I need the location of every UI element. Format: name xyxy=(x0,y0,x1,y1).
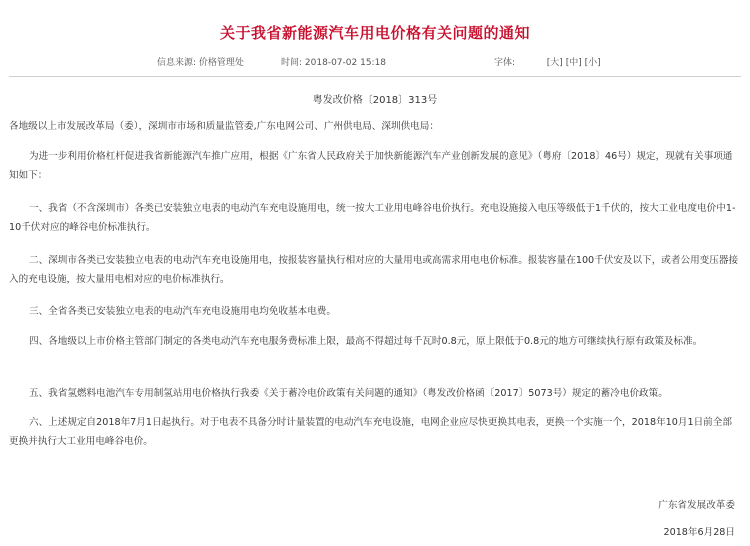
font-size-label: 字体: xyxy=(494,58,516,68)
paragraph-5: 五、我省氢燃料电池汽车专用制氢站用电价格执行我委《关于蓄冷电价政策有关问题的通知》（粤发改价格函〔2017〕5073号）规定的蓄冷电价政策。 xyxy=(29,388,668,399)
page-title: 关于我省新能源汽车用电价格有关问题的通知 xyxy=(219,24,530,42)
time-label: 时间: xyxy=(281,58,303,68)
font-medium-button[interactable]: [中] xyxy=(565,58,582,68)
divider xyxy=(9,76,741,77)
paragraph-6: 六、上述规定自2018年7月1日起执行。对于电表不具备分时计量装置的电动汽车充电设施，电网企业应尽快更换其电表，更换一个实施一个，2018年10月1日前全部更换并执行大工业用电峰谷电价。 xyxy=(9,417,732,447)
document-number: 粤发改价格〔2018〕313号 xyxy=(312,95,438,106)
font-large-button[interactable]: [大] xyxy=(546,58,563,68)
font-size-controls xyxy=(494,55,601,68)
salutation: 各地级以上市发展改革局（委），深圳市市场和质量监管委,广东电网公司、广州供电局、深圳供电局： xyxy=(9,121,439,132)
source-value: 价格管理处 xyxy=(198,58,244,68)
paragraph-3: 三、全省各类已安装独立电表的电动汽车充电设施用电均免收基本电费。 xyxy=(29,306,336,317)
article-meta xyxy=(0,55,750,69)
time-value: 2018-07-02 15:18 xyxy=(304,58,387,68)
signature: 广东省发展改革委 xyxy=(658,500,735,511)
paragraph-intro: 为进一步利用价格杠杆促进我省新能源汽车推广应用，根据《广东省人民政府关于加快新能源汽车产业创新发展的意见》（粤府〔2018〕46号）规定，现就有关事项通知如下： xyxy=(9,151,733,181)
paragraph-2: 二、深圳市各类已安装独立电表的电动汽车充电设施用电，按报装容量执行相对应的大量用电或高需求用电电价标准。报装容量在100千伏安及以下，或者公用变压器接入的充电设施，按大量用电相对应的电价标准执行。 xyxy=(9,255,739,285)
signature-date: 2018年6月28日 xyxy=(663,527,735,538)
source-label: 信息来源: xyxy=(157,58,197,68)
font-small-button[interactable]: [小] xyxy=(584,58,601,68)
source-info xyxy=(157,55,244,68)
paragraph-4: 四、各地级以上市价格主管部门制定的各类电动汽车充电服务费标准上限，最高不得超过每千瓦时0.8元，原上限低于0.8元的地方可继续执行原有政策及标准。 xyxy=(29,336,703,347)
publish-time xyxy=(281,55,386,68)
paragraph-1: 一、我省（不含深圳市）各类已安装独立电表的电动汽车充电设施用电，统一按大工业用电峰谷电价执行。充电设施接入电压等级低于1千伏的，按大工业电度电价中1-10千伏对应的峰谷电价标准执行。 xyxy=(9,203,736,233)
